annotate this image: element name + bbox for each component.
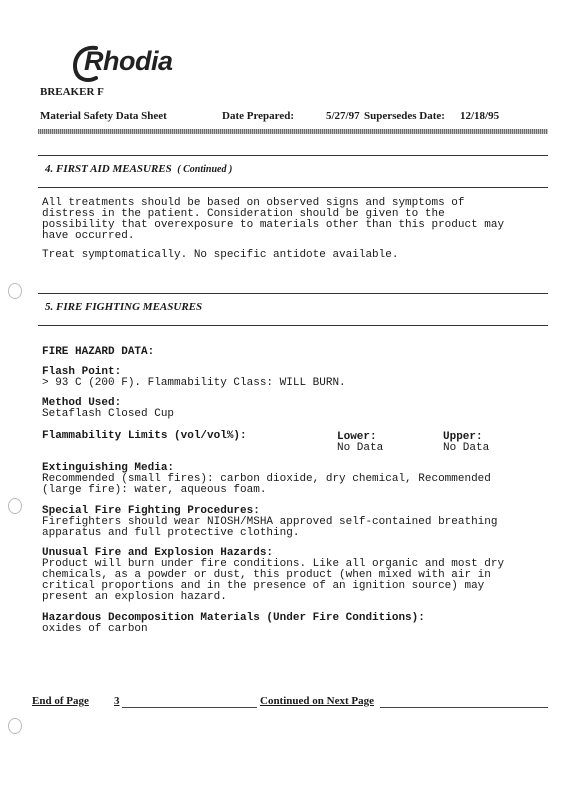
hole-punch xyxy=(8,498,22,514)
section5-title: 5. FIRE FIGHTING MEASURES xyxy=(45,301,203,313)
doc-type: Material Safety Data Sheet xyxy=(40,110,167,122)
method-used-label: Method Used: xyxy=(42,397,122,409)
section-rule xyxy=(38,293,548,294)
hole-punch xyxy=(8,718,22,734)
section-rule xyxy=(38,187,548,188)
supersedes-value: 12/18/95 xyxy=(460,110,500,122)
lower-value: No Data xyxy=(337,442,384,454)
flash-point-value: > 93 C (200 F). Flammability Class: WILL BURN. xyxy=(42,377,346,389)
section4-title: 4. FIRST AID MEASURES ( Continued ) xyxy=(45,163,233,175)
end-of-page-label: End of Page xyxy=(32,695,89,707)
section-rule xyxy=(38,325,548,326)
product-name: BREAKER F xyxy=(40,86,104,98)
lower-label: Lower: xyxy=(337,431,377,443)
unusual-hazards-label: Unusual Fire and Explosion Hazards: xyxy=(42,547,274,559)
flammability-limits-label: Flammability Limits (vol/vol%): xyxy=(42,430,247,442)
footer-underline xyxy=(380,707,548,708)
first-aid-treatment: Treat symptomatically. No specific antidote available. xyxy=(42,249,399,261)
fire-hazard-data-label: FIRE HAZARD DATA: xyxy=(42,346,155,358)
method-used-value: Setaflash Closed Cup xyxy=(42,408,175,420)
flash-point-label: Flash Point: xyxy=(42,366,122,378)
unusual-hazards-value: Product will burn under fire conditions. Like all organic and most dry chemicals, as a powder or dust, this product (when mixed with air in critical proportions and in the presence of an ignition source) may present an explosion hazard. xyxy=(42,558,505,603)
section-rule xyxy=(38,155,548,156)
continued-next-page: Continued on Next Page xyxy=(260,695,374,707)
logo-text: Rhodia xyxy=(84,46,173,76)
date-prepared-value: 5/27/97 xyxy=(326,110,360,122)
footer-underline xyxy=(122,707,257,708)
special-procedures-label: Special Fire Fighting Procedures: xyxy=(42,505,260,517)
page-number: 3 xyxy=(114,695,120,707)
first-aid-paragraph: All treatments should be based on observed signs and symptoms of distress in the patient. Consideration should be given to the possibility that overexposure to materials other than this product may have occurred. xyxy=(42,197,505,242)
rhodia-logo xyxy=(70,42,180,84)
date-prepared-label: Date Prepared: xyxy=(222,110,294,122)
supersedes-label: Supersedes Date: xyxy=(364,110,445,122)
upper-value: No Data xyxy=(443,442,490,454)
special-procedures-value: Firefighters should wear NIOSH/MSHA approved self-contained breathing apparatus and full protective clothing. xyxy=(42,516,498,539)
header-divider xyxy=(38,129,548,134)
hazardous-decomposition-value: oxides of carbon xyxy=(42,623,148,635)
upper-label: Upper: xyxy=(443,431,483,443)
extinguishing-media-label: Extinguishing Media: xyxy=(42,462,175,474)
hole-punch xyxy=(8,283,22,299)
hazardous-decomposition-label: Hazardous Decomposition Materials (Under Fire Conditions): xyxy=(42,612,425,624)
extinguishing-media-value: Recommended (small fires): carbon dioxide, dry chemical, Recommended (large fire): water, aqueous foam. xyxy=(42,473,491,496)
